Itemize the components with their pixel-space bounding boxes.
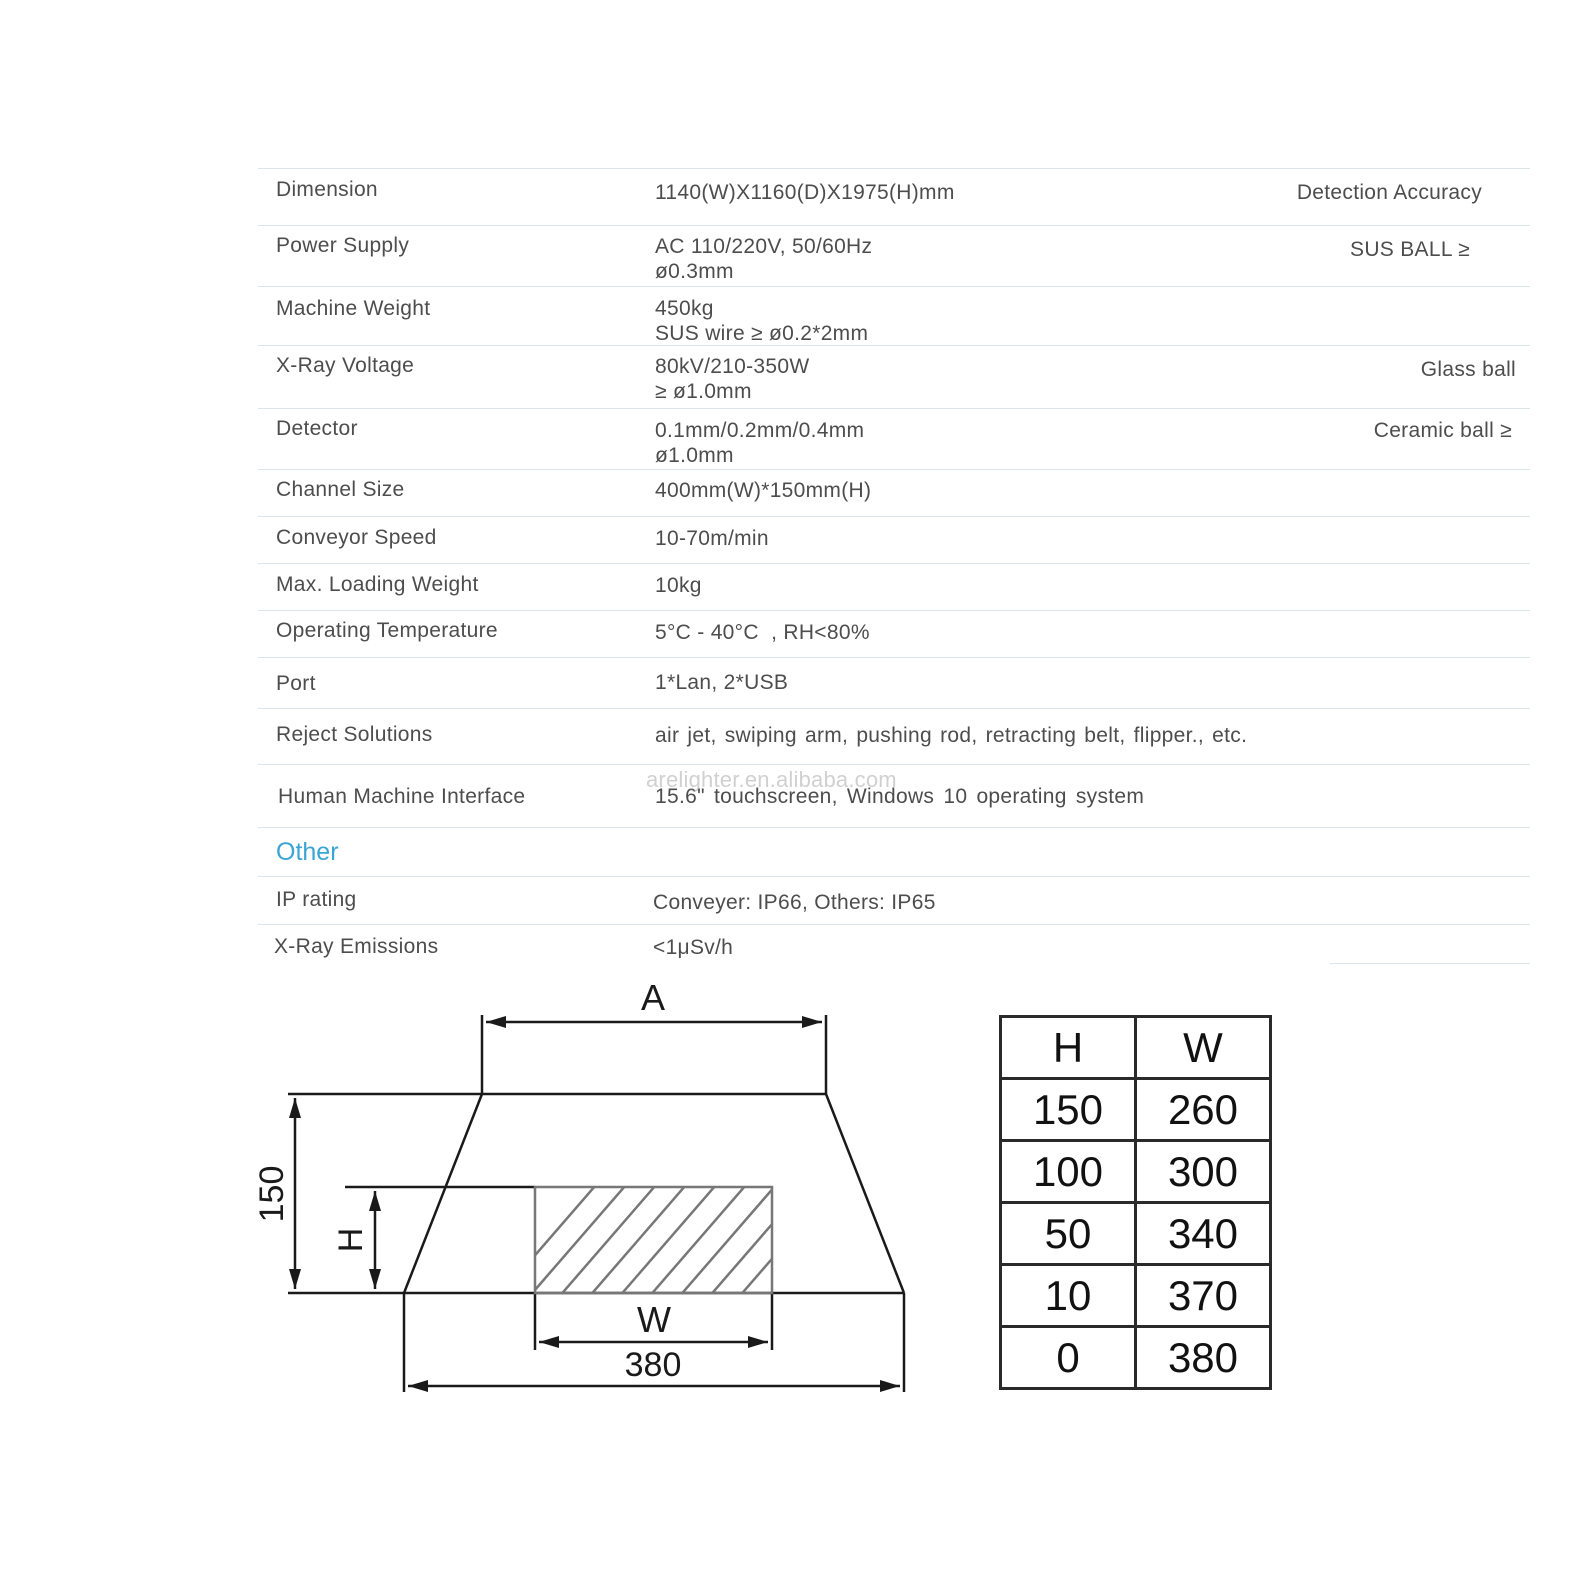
spec-label: Machine Weight (276, 297, 431, 320)
spec-value: 10-70m/min (655, 527, 769, 550)
spec-row-dimension (258, 168, 1530, 225)
label-w: W (637, 1299, 671, 1340)
section-other (258, 827, 1530, 876)
spec-value-line: ø0.3mm (655, 260, 734, 283)
spec-value: air jet, swiping arm, pushing rod, retracting belt, flipper., etc. (655, 724, 1248, 747)
cell-w: 380 (1136, 1327, 1271, 1389)
cell-h: 150 (1001, 1079, 1136, 1141)
spec-value: <1μSv/h (653, 936, 734, 959)
table-row (1001, 1203, 1271, 1265)
spec-row-detector (258, 408, 1530, 469)
watermark: arelighter.en.alibaba.com (646, 767, 897, 792)
spec-label: Conveyor Speed (276, 526, 437, 549)
spec-value (655, 354, 810, 404)
spec-value: 10kg (655, 574, 702, 597)
spec-label: X-Ray Emissions (274, 935, 439, 958)
label-380: 380 (624, 1346, 682, 1384)
channel-cross-section-diagram (250, 970, 930, 1410)
spec-value (655, 418, 864, 468)
spec-value: 5°C - 40°C , RH<80% (655, 621, 870, 644)
divider (1330, 963, 1530, 964)
spec-row-conveyor-speed (258, 516, 1530, 563)
spec-extra: Detection Accuracy (1296, 181, 1482, 204)
spec-value-line: AC 110/220V, 50/60Hz (655, 235, 873, 258)
spec-row-power-supply (258, 225, 1530, 286)
cell-w: 300 (1136, 1141, 1271, 1203)
cell-w: 370 (1136, 1265, 1271, 1327)
section-title: Other (276, 838, 339, 866)
spec-value (655, 234, 872, 284)
table-row (1001, 1265, 1271, 1327)
spec-value-line: 450kg (655, 297, 714, 320)
label-150: 150 (253, 1165, 291, 1223)
spec-label: Channel Size (276, 478, 405, 501)
spec-extra: SUS BALL ≥ (1350, 238, 1470, 261)
spec-label: Dimension (276, 178, 378, 201)
spec-label: IP rating (276, 888, 357, 911)
spec-row-max-loading-weight (258, 563, 1530, 610)
height-width-table (999, 1015, 1272, 1390)
cell-h: 50 (1001, 1203, 1136, 1265)
spec-row-ip-rating (258, 876, 1530, 924)
cell-h: 10 (1001, 1265, 1136, 1327)
spec-value-line: ø1.0mm (655, 444, 734, 467)
spec-value: 400mm(W)*150mm(H) (655, 479, 872, 502)
spec-value: Conveyer: IP66, Others: IP65 (653, 891, 936, 914)
spec-label: Operating Temperature (276, 619, 498, 642)
cell-w: 260 (1136, 1079, 1271, 1141)
spec-value: 15.6" touchscreen, Windows 10 operating system (655, 785, 1145, 808)
table-header-row (1001, 1017, 1271, 1079)
spec-row-port (258, 657, 1530, 708)
spec-label: Detector (276, 417, 358, 440)
spec-label: Human Machine Interface (278, 785, 526, 808)
spec-label: Port (276, 672, 316, 695)
spec-row-xray-voltage (258, 345, 1530, 408)
header-h: H (1001, 1017, 1136, 1079)
spec-row-machine-weight (258, 286, 1530, 345)
load-area (535, 1187, 772, 1293)
cell-w: 340 (1136, 1203, 1271, 1265)
spec-label: X-Ray Voltage (276, 354, 415, 377)
spec-value-line: ≥ ø1.0mm (655, 380, 752, 403)
spec-value-line: SUS wire ≥ ø0.2*2mm (655, 322, 869, 345)
table-row (1001, 1079, 1271, 1141)
spec-value: 1*Lan, 2*USB (655, 671, 789, 694)
spec-value-line: 80kV/210-350W (655, 355, 810, 378)
label-h: H (332, 1227, 370, 1253)
spec-value-line: 0.1mm/0.2mm/0.4mm (655, 419, 865, 442)
spec-extra: Glass ball (1420, 358, 1516, 381)
spec-extra: Ceramic ball ≥ (1373, 419, 1512, 442)
cell-h: 100 (1001, 1141, 1136, 1203)
label-a: A (640, 977, 666, 1018)
spec-label: Reject Solutions (276, 723, 433, 746)
spec-row-channel-size (258, 469, 1530, 516)
cell-h: 0 (1001, 1327, 1136, 1389)
spec-row-reject-solutions (258, 708, 1530, 764)
header-w: W (1136, 1017, 1271, 1079)
table-row (1001, 1141, 1271, 1203)
spec-table (258, 168, 1530, 971)
spec-label: Max. Loading Weight (276, 573, 479, 596)
spec-row-operating-temperature (258, 610, 1530, 657)
spec-label: Power Supply (276, 234, 410, 257)
table-row (1001, 1327, 1271, 1389)
spec-value: 1140(W)X1160(D)X1975(H)mm (655, 181, 955, 204)
spec-value (655, 296, 868, 346)
